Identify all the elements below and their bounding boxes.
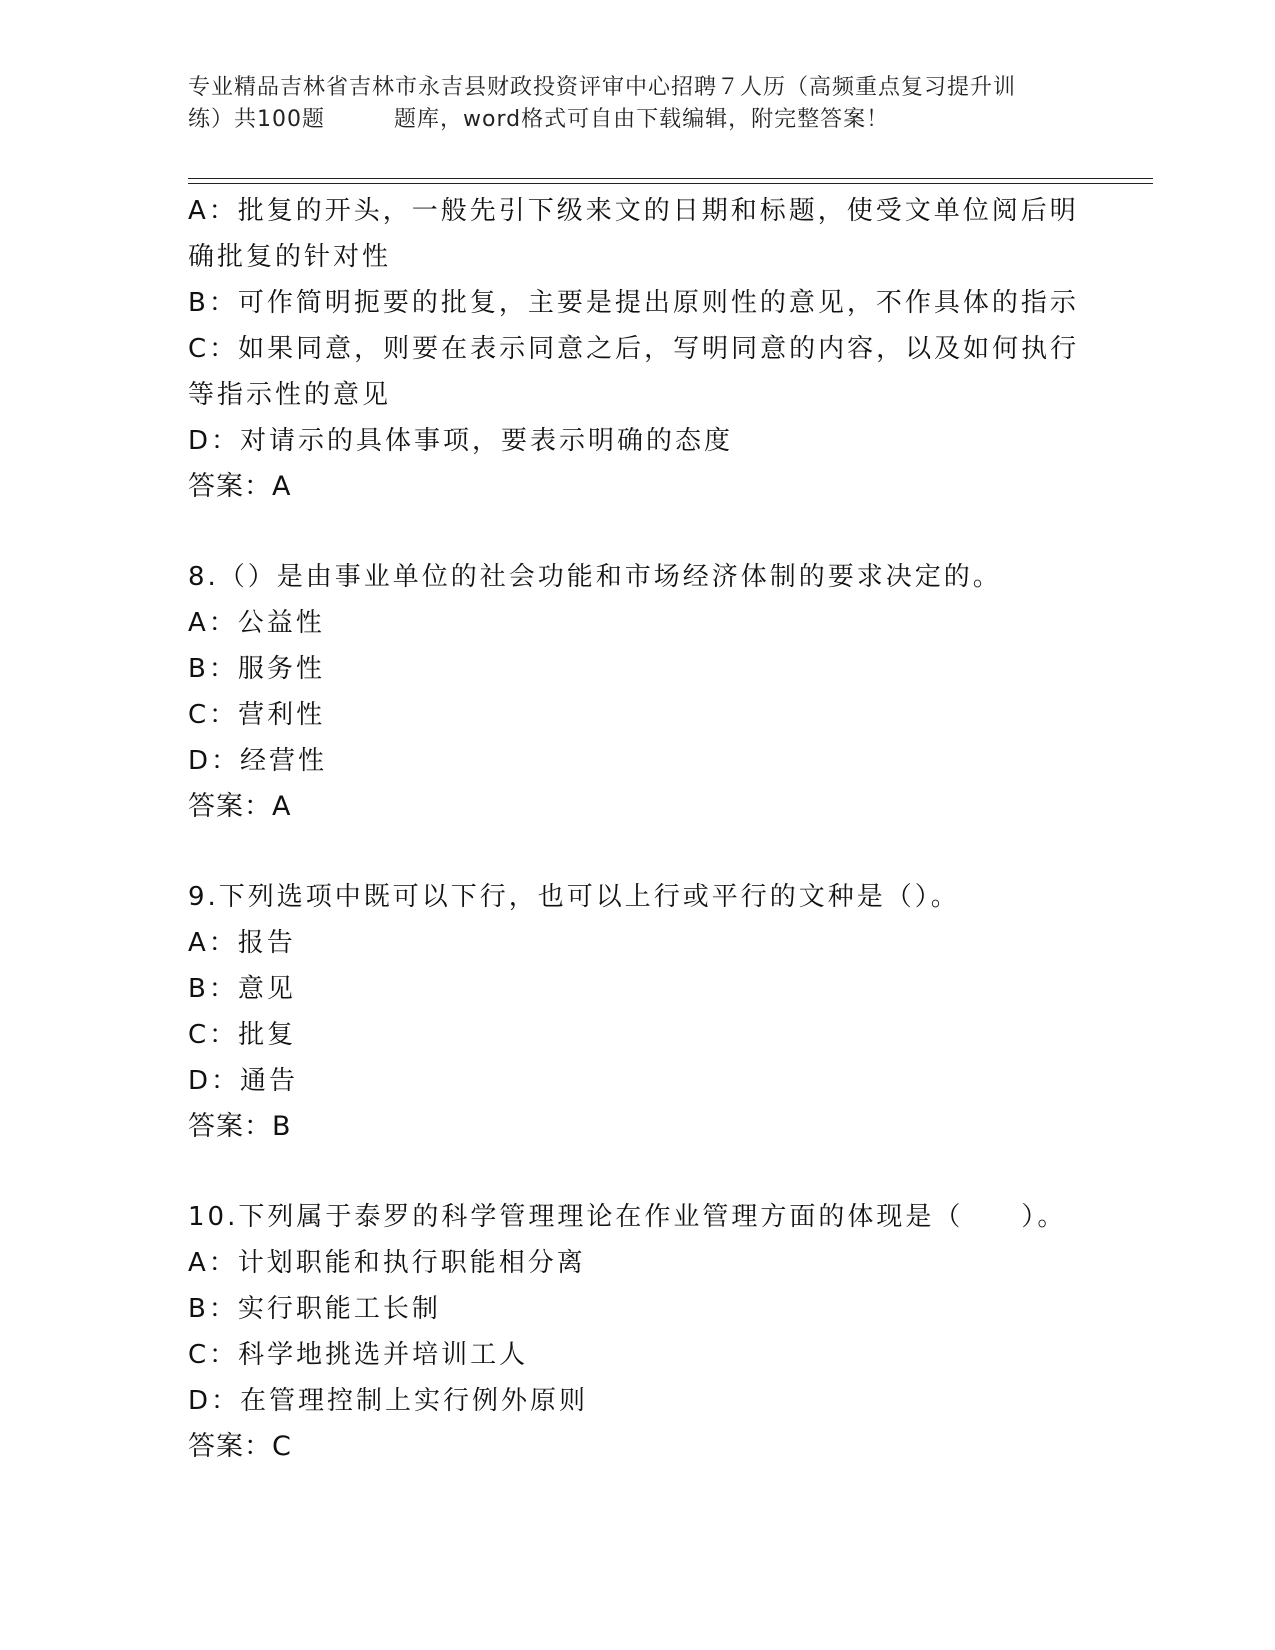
answer-line: 答案：A bbox=[188, 471, 292, 502]
option-c-continued: 等指示性的意见 bbox=[188, 380, 392, 410]
spacer bbox=[188, 510, 1088, 554]
question-block-10 bbox=[188, 1194, 1088, 1470]
header-line-2: 练）共100题 题库，word格式可自由下载编辑，附完整答案！ bbox=[188, 107, 890, 132]
header-line-1: 专业精品吉林省吉林市永吉县财政投资评审中心招聘７人历（高频重点复习提升训 bbox=[188, 75, 1017, 100]
prev-question-block bbox=[188, 188, 1088, 510]
question-stem: 9.下列选项中既可以下行，也可以上行或平行的文种是（）。 bbox=[188, 882, 960, 912]
spacer bbox=[188, 830, 1088, 874]
answer-line: 答案：A bbox=[188, 791, 292, 822]
option-c: C：营利性 bbox=[188, 700, 326, 730]
option-c: C：批复 bbox=[188, 1020, 297, 1050]
answer-line: 答案：C bbox=[188, 1431, 292, 1462]
option-c: C：科学地挑选并培训工人 bbox=[188, 1340, 529, 1370]
option-a: A：计划职能和执行职能相分离 bbox=[188, 1248, 586, 1278]
option-d: D：经营性 bbox=[188, 746, 328, 776]
document-header bbox=[188, 72, 1088, 136]
option-a-continued: 确批复的针对性 bbox=[188, 242, 392, 272]
option-d: D：在管理控制上实行例外原则 bbox=[188, 1386, 589, 1416]
option-b: B：实行职能工长制 bbox=[188, 1294, 441, 1324]
spacer bbox=[188, 1150, 1088, 1194]
option-c: C：如果同意，则要在表示同意之后，写明同意的内容，以及如何执行 bbox=[188, 334, 1080, 364]
option-b: B：服务性 bbox=[188, 654, 325, 684]
option-b: B：意见 bbox=[188, 974, 296, 1004]
document-body bbox=[188, 188, 1088, 1470]
header-divider-top bbox=[188, 178, 1153, 179]
option-d: D：通告 bbox=[188, 1066, 299, 1096]
option-a: A：报告 bbox=[188, 928, 296, 958]
question-stem: 10.下列属于泰罗的科学管理理论在作业管理方面的体现是（ ）。 bbox=[188, 1202, 1067, 1232]
option-a: A：公益性 bbox=[188, 608, 325, 638]
answer-line: 答案：B bbox=[188, 1111, 292, 1142]
option-a: A：批复的开头，一般先引下级来文的日期和标题，使受文单位阅后明 bbox=[188, 196, 1079, 226]
option-b: B：可作简明扼要的批复，主要是提出原则性的意见，不作具体的指示 bbox=[188, 288, 1079, 318]
question-block-9 bbox=[188, 874, 1088, 1150]
header-divider-bottom bbox=[188, 183, 1153, 184]
option-d: D：对请示的具体事项，要表示明确的态度 bbox=[188, 426, 734, 456]
question-block-8 bbox=[188, 554, 1088, 830]
question-stem: 8.（）是由事业单位的社会功能和市场经济体制的要求决定的。 bbox=[188, 562, 1002, 592]
